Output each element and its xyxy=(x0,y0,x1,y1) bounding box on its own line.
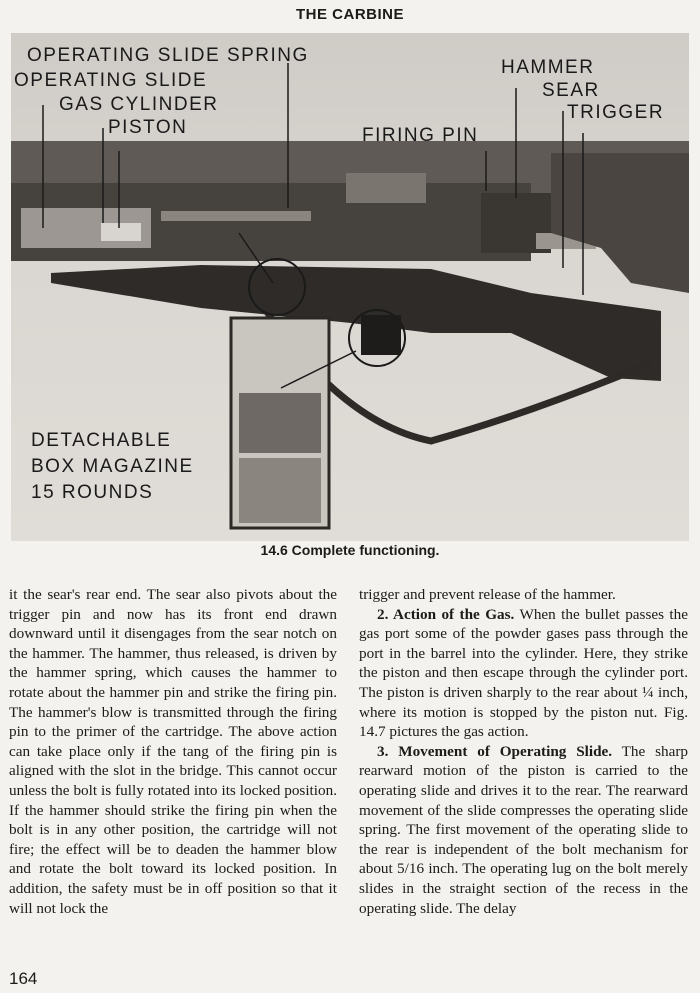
label-hammer: HAMMER xyxy=(501,57,595,78)
magazine-cartridges xyxy=(239,393,321,453)
figure-14-6 xyxy=(11,33,689,541)
left-column xyxy=(9,585,337,918)
slide-spring xyxy=(161,211,311,221)
right-column xyxy=(359,585,688,918)
bolt-part xyxy=(346,173,426,203)
label-magazine-line-2: BOX MAGAZINE xyxy=(31,456,194,477)
section-text-slide: The sharp rearward motion of the piston is carried to the operating slide and drives it to the rear. The rearward movement of the slide compresses the operating slide spring. The first movement of the operating slide to the rear is independent of the bolt mechanism for about 5/16 inch. The operating lug on the bolt merely slides in the straight section of the recess in the operating slide. The delay xyxy=(359,742,689,917)
label-magazine-line-3: 15 ROUNDS xyxy=(31,482,154,503)
right-paragraph-continuation: trigger and prevent release of the hammer. xyxy=(359,586,616,603)
label-gas-cylinder: GAS CYLINDER xyxy=(59,94,219,115)
figure-caption: 14.6 Complete functioning. xyxy=(260,542,440,558)
section-heading-gas: 2. Action of the Gas. xyxy=(377,605,515,623)
label-sear: SEAR xyxy=(542,80,600,101)
magazine-spring xyxy=(239,458,321,523)
carbine-silhouette xyxy=(51,265,661,381)
section-movement-of-slide xyxy=(359,742,688,918)
running-head: THE CARBINE xyxy=(295,6,404,23)
left-paragraph: it the sear's rear end. The sear also pivots about the trigger pin and now has its front end drawn downward until it disengages from the sear notch on the hammer. The hammer, thus released, is driven by the hammer spring, which causes the hammer to rotate about the hammer pin and strike the firing pin. The hammer's blow is transmitted through the firing pin to the primer of the cartridge. The above action can take place only if the tang of the firing pin is aligned with the slot in the bridge. This cannot occur unless the bolt is fully rotated into its locked position. If the hammer should strike the firing pin when the bolt is in any other position, the cartridge will not fire; the effect will be to deaden the hammer blow and rotate the bolt toward its locked position. In addition, the safety must be in off position so that it will not lock the xyxy=(9,586,337,917)
section-action-of-gas xyxy=(359,605,688,742)
section-text-gas: When the bullet passes the gas port some of the powder gases pass through the port in the barrel into the cylinder. Here, they strike the piston and then escape through the cylinder port. The piston is driven sharply to the rear about ¼ inch, where its motion is stopped by the piston nut. Fig. 14.7 pictures the gas action. xyxy=(359,605,688,741)
label-firing-pin: FIRING PIN xyxy=(362,125,479,146)
label-trigger: TRIGGER xyxy=(567,102,665,123)
label-operating-slide-spring: OPERATING SLIDE SPRING xyxy=(27,45,309,66)
magazine-well xyxy=(361,315,401,355)
page-number: 164 xyxy=(9,969,38,988)
label-operating-slide: OPERATING SLIDE xyxy=(14,70,208,91)
label-piston: PISTON xyxy=(108,117,188,138)
section-heading-slide: 3. Movement of Operating Slide. xyxy=(377,742,613,760)
label-magazine-line-1: DETACHABLE xyxy=(31,430,172,451)
stock-upper xyxy=(551,153,689,293)
piston-part xyxy=(101,223,141,241)
